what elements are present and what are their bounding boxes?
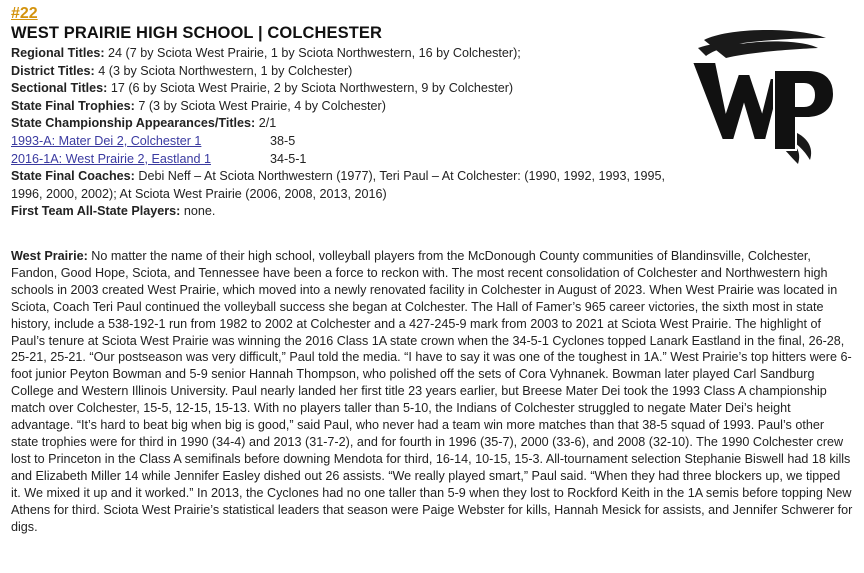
sectional-titles-label: Sectional Titles: <box>11 81 108 96</box>
state-final-coaches-value: Debi Neff – At Sciota Northwestern (1977), Teri Paul – At Colchester: (1990, 1992, 1993, 1995, 1996, 2000, 2002); At Sciota West Prairie (2006, 2008, 2013, 2016) <box>11 169 666 201</box>
tornado-logo-icon <box>686 18 836 168</box>
regional-titles-label: Regional Titles: <box>11 46 105 60</box>
sectional-titles-value: 17 (6 by Sciota West Prairie, 2 by Sciota Northwestern, 9 by Colchester) <box>107 81 514 96</box>
state-final-trophies <box>11 98 676 116</box>
district-titles-label: District Titles: <box>11 63 95 78</box>
championship-record: 34-5-1 <box>270 151 307 166</box>
history-paragraph <box>11 248 853 535</box>
state-final-trophies-value: 7 (3 by Sciota West Prairie, 4 by Colchester) <box>134 98 386 113</box>
story-lead: West Prairie: <box>11 249 88 263</box>
championship-appearances-value: 2/1 <box>255 116 277 131</box>
regional-titles <box>11 45 676 63</box>
school-title: WEST PRAIRIE HIGH SCHOOL | COLCHESTER <box>11 24 383 42</box>
story-body: No matter the name of their high school, volleyball players from the McDonough County communities of Blandinsville, Colchester, Fandon, Good Hope, Sciota, and Tennessee have been a force to reckon with. The most recent consolidation of Colchester and Northwestern high schools in 2003 created West Prairie, which moved into a newly renovated facility in Colchester in August of 2023. When West Prairie was located in Sciota, Coach Teri Paul continued the volleyball success she began at Colchester. The Hall of Famer’s 965 career victories, the sixth most in state history, include a 538-192-1 run from 1982 to 2002 at Colchester and a 427-245-9 mark from 2003 to 2021 at Sciota West Prairie. The highlight of Paul’s tenure at Sciota West Prairie was winning the 2016 Class 1A state crown when the 34-5-1 Cyclones topped Lanark Eastland in the final, 26-28, 25-21, 25-21. “Our postseason was very difficult,” Paul told the media. “I have to say it was one of the toughest in 1A.” West Prairie’s top hitters were 6-foot junior Peyton Bowman and 5-9 senior Hannah Thompson, who polished off the sets of Cora Vyhnanek. Bowman later played Carl Sandburg College and Western Illinois University. Paul nearly landed her first title 23 years earlier, but Breese Mater Dei took the 1993 Class A championship match over Colchester, 15-5, 12-15, 15-13. With no players taller than 5-10, the Indians of Colchester struggled to negate Mater Dei’s height advantage. “It’s hard to beat big when big is good,” said Paul, who never had a team win more matches than that 38-5 squad of 1993. Paul’s other state trophies were for third in 1990 (34-4) and 2013 (31-7-2), and for fourth in 1996 (35-7), 2000 (33-6), and 2008 (32-10). The 1990 Colchester crew lost to Princeton in the Class A semifinals before downing Mendota for third, 16-14, 10-15, 15-3. All-tournament selection Stephanie Biswell had 18 kills and Elizabeth Miller 14 while Jennifer Easley dished out 26 assists. “We really played smart,” Paul said. “When they had three blockers up, we tipped it. We mixed it up and it worked.” In 2013, the Cyclones had no one taller than 5-9 when they lost to Rockford Keith in the 1A semis before topping New Athens for third. Sciota West Prairie’s statistical leaders that season were Paige Webster for kills, Hannah Mesick for assists, and Jennifer Schwerer for digs. <box>11 249 853 534</box>
championship-record: 38-5 <box>270 133 296 148</box>
state-final-coaches <box>11 168 676 203</box>
all-state-players-value: none. <box>180 204 216 219</box>
school-facts <box>11 45 676 221</box>
championship-game-row <box>11 133 676 151</box>
sectional-titles <box>11 80 676 98</box>
rank-number[interactable]: #22 <box>11 5 38 22</box>
regional-titles-value: 24 (7 by Sciota West Prairie, 1 by Sciota Northwestern, 16 by Colchester); <box>104 46 521 60</box>
all-state-players-label: First Team All-State Players: <box>11 204 181 219</box>
championship-appearances <box>11 115 676 133</box>
district-titles-value: 4 (3 by Sciota Northwestern, 1 by Colchester) <box>94 63 353 78</box>
championship-appearances-label: State Championship Appearances/Titles: <box>11 116 256 131</box>
all-state-players <box>11 203 676 221</box>
championship-game-row <box>11 151 676 169</box>
state-final-trophies-label: State Final Trophies: <box>11 98 135 113</box>
championship-game-link[interactable]: 2016-1A: West Prairie 2, Eastland 1 <box>11 151 211 166</box>
championship-game-link[interactable]: 1993-A: Mater Dei 2, Colchester 1 <box>11 133 202 148</box>
state-final-coaches-label: State Final Coaches: <box>11 169 135 184</box>
district-titles <box>11 63 676 81</box>
